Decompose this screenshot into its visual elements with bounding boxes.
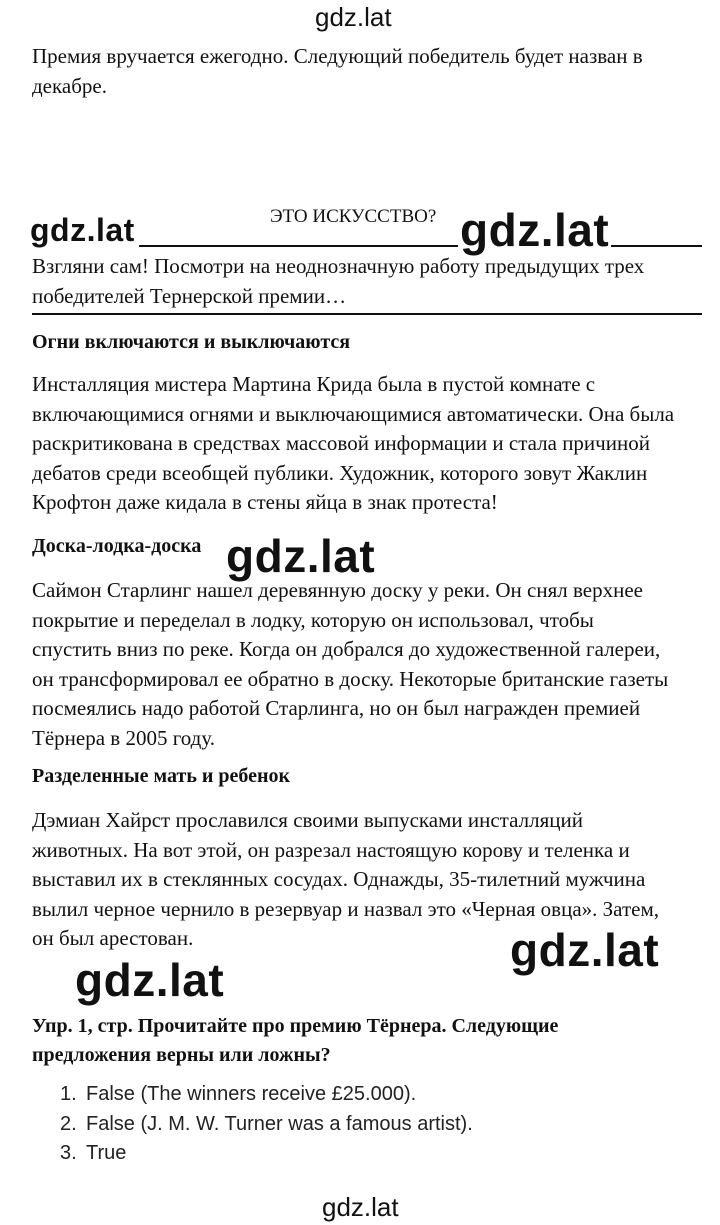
watermark-lower-right: gdz.lat [510,924,660,976]
article-line: покрытие и переделал в лодку, которую он использовал, чтобы [32,607,594,632]
section-title: ЭТО ИСКУССТВО? [270,206,437,227]
intro-line: Премия вручается ежегодно. Следующий победитель будет назван в [32,44,643,68]
article-heading: Огни включаются и выключаются [32,331,351,353]
watermark-middle: gdz.lat [226,530,376,582]
article-body [32,370,704,518]
watermark-lower-left: gdz.lat [75,954,225,1006]
article-line: дебатов среди всеобщей публики. Художник, которого зовут Жаклин [32,460,648,485]
watermark-title-right: gdz.lat [460,204,610,256]
answer-item [60,1113,473,1136]
article-line: спустить вниз по реке. Когда он добрался до художественной галереи, [32,637,661,661]
article-line: животных. На вот этой, он разрезал настоящую корову и теленка и [32,837,630,862]
answer-text: False (The winners receive £25.000). [86,1083,417,1105]
answer-number: 3. [60,1142,77,1164]
lead-line: победителей Тернерской премии… [32,283,347,308]
article-line: Саймон Старлинг нашел деревянную доску у реки. Он снял верхнее [32,578,643,602]
article-line: посмеялись надо работой Старлинга, но он был награжден премией [32,696,641,720]
article-line: вылил черное чернило в резервуар и назвал это «Черная овца». Затем, [32,896,659,921]
lead-rule [32,313,702,315]
exercise-title-line: Упр. 1, стр. Прочитайте про премию Тёрнера. Следующие [32,1015,559,1037]
watermark-top: gdz.lat [315,2,392,32]
answer-item [60,1142,126,1165]
intro-paragraph [32,42,704,101]
article-heading: Разделенные мать и ребенок [32,765,291,787]
answer-text: True [86,1142,127,1164]
article-heading: Доска-лодка-доска [32,535,202,557]
article-line: выставил их в стеклянных сосудах. Однажды, 35-тилетний мужчина [32,867,646,891]
lead-paragraph [32,252,704,311]
answer-item [60,1083,416,1106]
article-body [32,576,704,753]
article-line: он был арестован. [32,926,194,950]
exercise-title [32,1012,558,1070]
article-line: Тёрнера в 2005 году. [32,725,216,750]
article-line: раскритикована в средствах массовой информации и стала причиной [32,431,650,455]
answer-number: 1. [60,1083,77,1105]
watermark-title-left: gdz.lat [30,212,139,249]
article-line: включающимися огнями и выключающимися автоматически. Она была [32,401,675,426]
article-line: Дэмиан Хайрст прославился своими выпусками инсталляций [32,808,583,832]
watermark-bottom: gdz.lat [322,1192,399,1222]
answer-number: 2. [60,1113,77,1135]
answer-text: False (J. M. W. Turner was a famous artist). [86,1113,473,1135]
lead-line: Взгляни сам! Посмотри на неоднозначную работу предыдущих трех [32,254,645,278]
intro-line: декабре. [32,73,107,98]
exercise-title-line: предложения верны или ложны? [32,1044,331,1066]
article-line: он трансформировал ее обратно в доску. Некоторые британские газеты [32,666,669,691]
article-line: Инсталляция мистера Мартина Крида была в пустой комнате с [32,372,596,396]
article-line: Крофтон даже кидала в стены яйца в знак протеста! [32,490,498,514]
